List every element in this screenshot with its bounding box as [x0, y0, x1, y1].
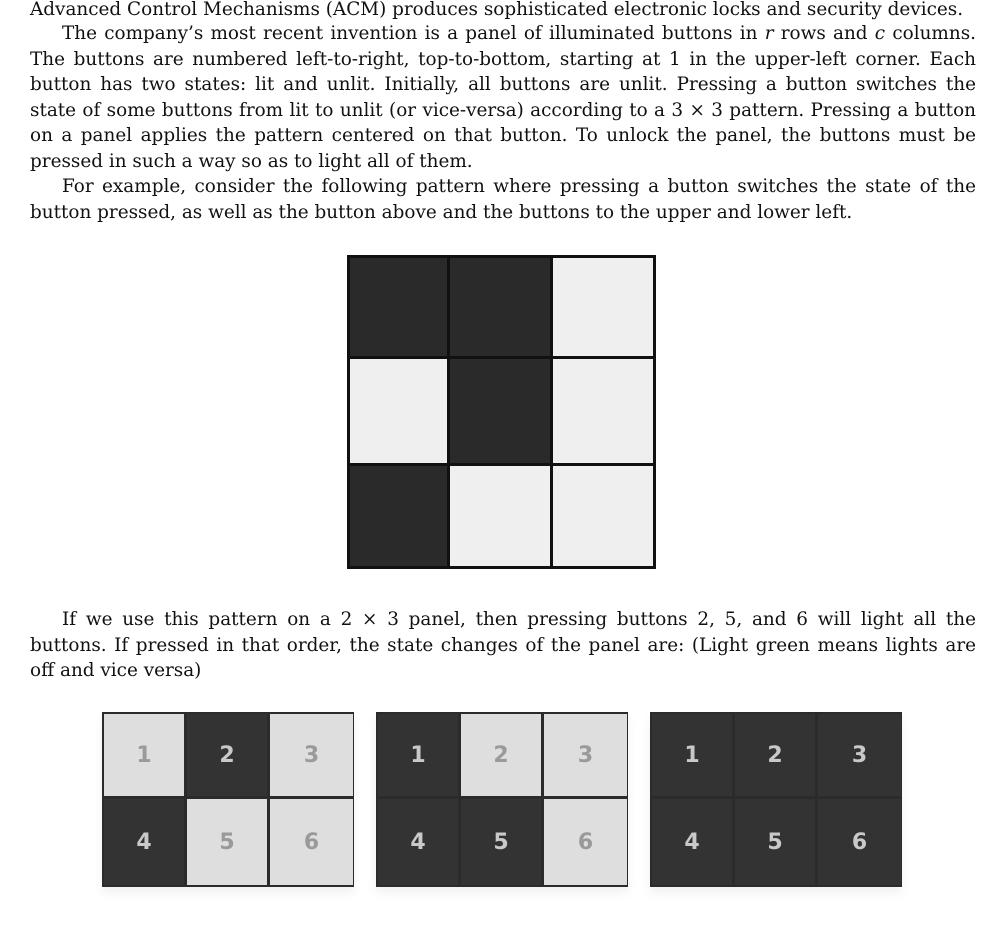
panel-example-text: If we use this pattern on a 2 × 3 panel, then pressing buttons 2, 5, and 6 will light all the buttons. If pressed in that order, the state changes of the panel are: (Light green means lights are off and vice versa): [30, 609, 976, 681]
panel-button: 3: [270, 714, 353, 796]
invention-text-a: The company’s most recent invention is a panel of illuminated buttons in: [62, 23, 765, 44]
pattern-cell: [350, 466, 447, 566]
panel-button: 4: [104, 799, 184, 885]
var-r: r: [764, 23, 774, 44]
pattern-cell: [450, 359, 550, 463]
panel-button: 6: [818, 799, 901, 885]
panel-button: 1: [652, 714, 732, 796]
panel-button: 4: [652, 799, 732, 885]
pattern-cell: [450, 466, 550, 566]
example-paragraph: [30, 174, 976, 225]
example-text: For example, consider the following pattern where pressing a button switches the state of the button pressed, as well as the button above and the buttons to the upper and lower left.: [30, 176, 976, 223]
panel-button: 4: [378, 799, 458, 885]
panel-button: 1: [378, 714, 458, 796]
panel-button: 5: [461, 799, 541, 885]
invention-text-c: columns. The buttons are numbered left-to-right, top-to-bottom, starting at 1 in the upper-left corner. Each button has two states: lit and unlit. Initially, all buttons are unlit. Pressing a button switches the state of some buttons from lit to unlit (or vice-versa) according to a 3 × 3 pattern. Pressing a button on a panel applies the pattern centered on that button. To unlock the panel, the buttons must be pressed in such a way so as to light all of them.: [30, 23, 976, 172]
pattern-cell: [553, 258, 653, 356]
panel-example-paragraph: [30, 607, 976, 684]
var-c: c: [874, 23, 886, 44]
panel-state-2: [376, 712, 628, 887]
panel-state-3: [650, 712, 902, 887]
panel-button: 2: [187, 714, 267, 796]
pattern-cell: [553, 466, 653, 566]
panel-button: 3: [818, 714, 901, 796]
pattern-grid: [347, 255, 656, 569]
panel-button: 2: [735, 714, 815, 796]
panel-button: 6: [270, 799, 353, 885]
panel-button: 1: [104, 714, 184, 796]
intro-paragraph: Advanced Control Mechanisms (ACM) produces sophisticated electronic locks and security devices.: [30, 0, 964, 20]
panel-state-1: [102, 712, 354, 887]
panel-button: 6: [544, 799, 627, 885]
invention-paragraph: [30, 21, 976, 174]
panel-button: 5: [735, 799, 815, 885]
pattern-cell: [350, 258, 447, 356]
panel-button: 3: [544, 714, 627, 796]
pattern-cell: [450, 258, 550, 356]
pattern-cell: [553, 359, 653, 463]
panel-button: 5: [187, 799, 267, 885]
pattern-cell: [350, 359, 447, 463]
invention-text-b: rows and: [773, 23, 875, 44]
panel-button: 2: [461, 714, 541, 796]
